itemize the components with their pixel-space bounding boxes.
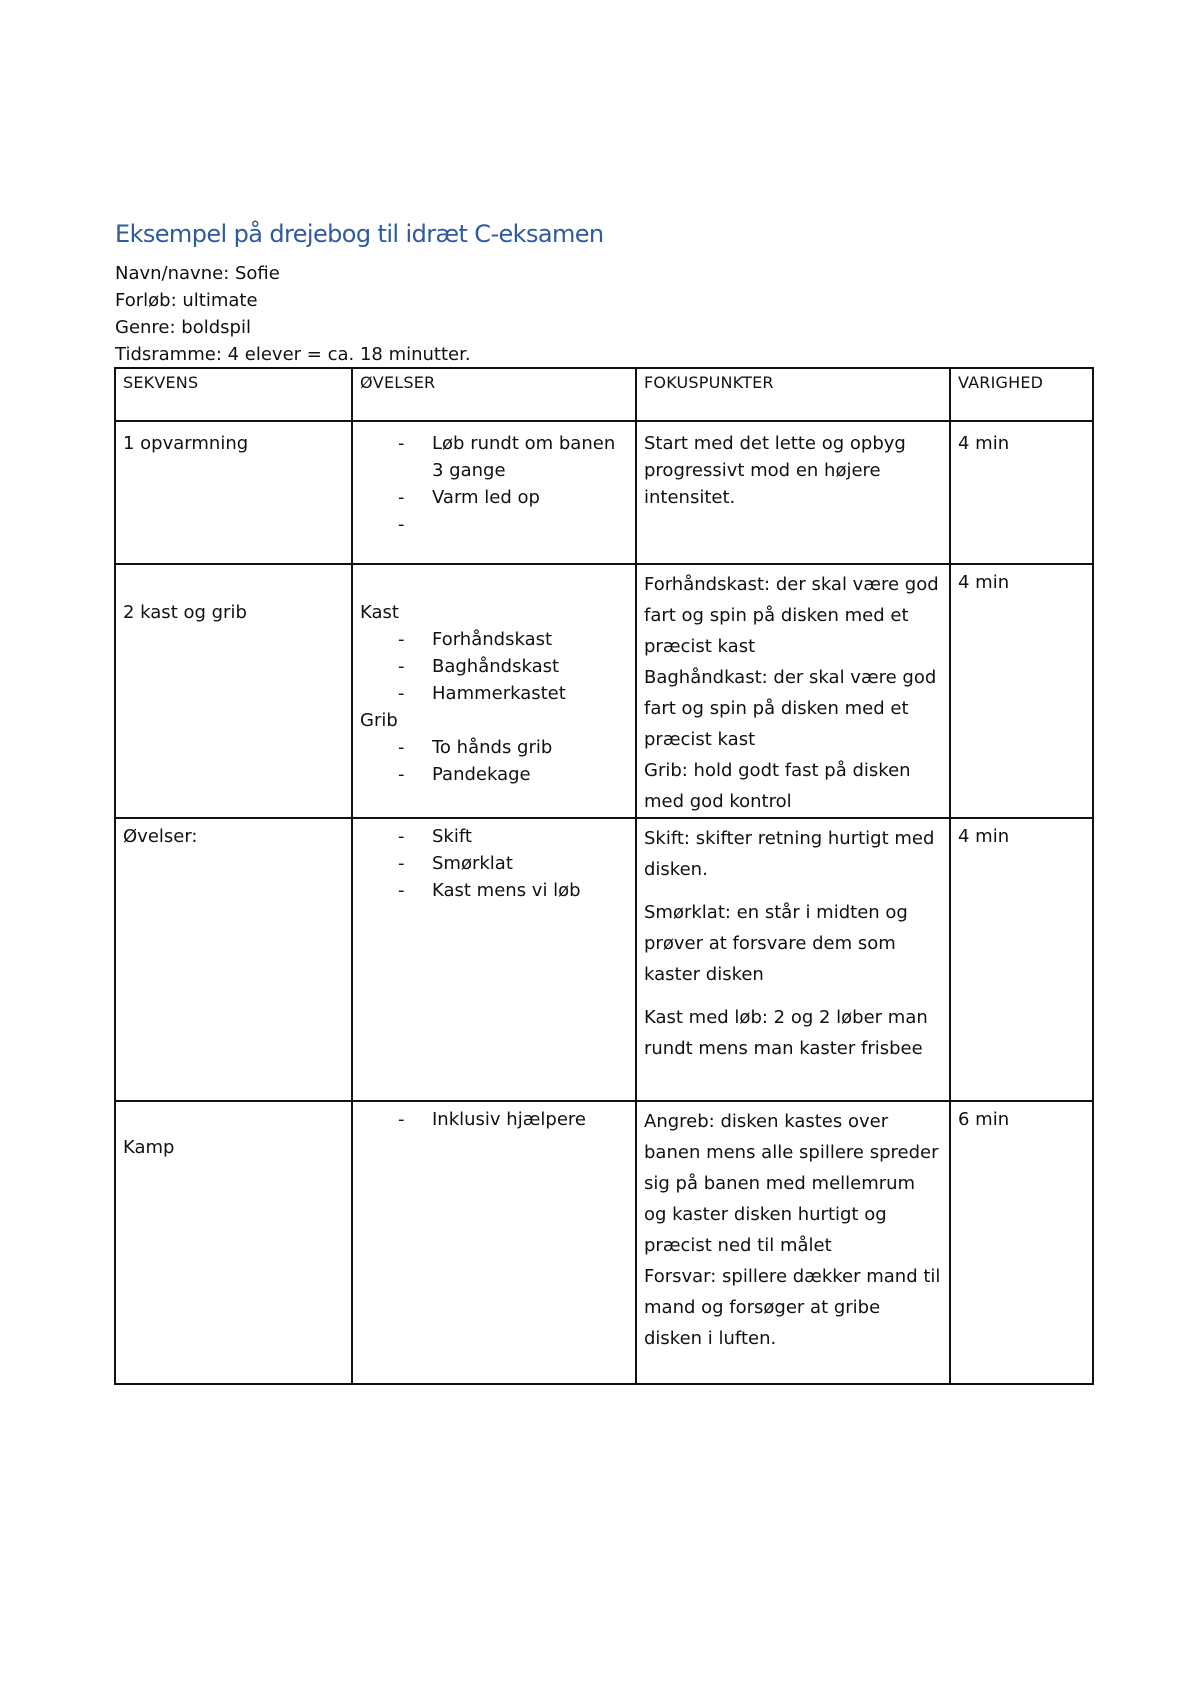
sequence-label: 1 opvarmning bbox=[123, 433, 249, 454]
sequence-label: Kamp bbox=[123, 1137, 175, 1158]
exercise-list bbox=[360, 1106, 628, 1133]
header-focus: FOKUSPUNKTER bbox=[636, 368, 950, 421]
duration-value: 6 min bbox=[958, 1109, 1010, 1130]
table-row bbox=[115, 818, 1093, 1101]
focus-cell bbox=[636, 421, 950, 564]
document-title: Eksempel på drejebog til idræt C-eksamen bbox=[115, 220, 604, 248]
list-item bbox=[360, 511, 628, 538]
meta-names: Navn/navne: Sofie bbox=[115, 263, 280, 284]
exercises-cell bbox=[352, 1101, 636, 1384]
focus-text: Start med det lette og opbyg progressivt mod en højere intensitet. bbox=[644, 433, 906, 508]
list-item: - Forhåndskast bbox=[360, 626, 628, 653]
list-item: - Baghåndskast bbox=[360, 653, 628, 680]
exercise-group-heading: Grib bbox=[360, 710, 398, 731]
sequence-cell bbox=[115, 564, 352, 818]
focus-text: Grib: hold godt fast på disken med god kontrol bbox=[644, 760, 911, 812]
table-header-row bbox=[115, 368, 1093, 421]
header-exercises: ØVELSER bbox=[352, 368, 636, 421]
list-item: - Løb rundt om banen 3 gange bbox=[360, 430, 628, 484]
focus-text: Forsvar: spillere dækker mand til mand og forsøger at gribe disken i luften. bbox=[644, 1266, 941, 1349]
meta-genre: Genre: boldspil bbox=[115, 317, 251, 338]
list-item: - Pandekage bbox=[360, 761, 628, 788]
list-item: - To hånds grib bbox=[360, 734, 628, 761]
list-item: - Varm led op bbox=[360, 484, 628, 511]
duration-value: 4 min bbox=[958, 433, 1010, 454]
list-item: - Skift bbox=[360, 823, 628, 850]
focus-text: Baghåndkast: der skal være god fart og spin på disken med et præcist kast bbox=[644, 667, 937, 750]
header-sequence: SEKVENS bbox=[115, 368, 352, 421]
focus-text: Smørklat: en står i midten og prøver at forsvare dem som kaster disken bbox=[644, 902, 908, 985]
list-item: - Kast mens vi løb bbox=[360, 877, 628, 904]
focus-cell bbox=[636, 1101, 950, 1384]
meta-timeframe: Tidsramme: 4 elever = ca. 18 minutter. bbox=[115, 344, 471, 365]
list-item: - Inklusiv hjælpere bbox=[360, 1106, 628, 1133]
duration-cell bbox=[950, 421, 1093, 564]
duration-cell bbox=[950, 818, 1093, 1101]
duration-cell bbox=[950, 564, 1093, 818]
sequence-label: Øvelser: bbox=[123, 826, 198, 847]
exercises-cell bbox=[352, 564, 636, 818]
sequence-cell bbox=[115, 818, 352, 1101]
exercises-cell bbox=[352, 421, 636, 564]
duration-cell bbox=[950, 1101, 1093, 1384]
focus-text: Skift: skifter retning hurtigt med disken. bbox=[644, 828, 935, 880]
exercise-list bbox=[360, 823, 628, 904]
duration-value: 4 min bbox=[958, 572, 1010, 593]
focus-text: Kast med løb: 2 og 2 løber man rundt mens man kaster frisbee bbox=[644, 1007, 928, 1059]
duration-value: 4 min bbox=[958, 826, 1010, 847]
exercise-list bbox=[360, 734, 628, 788]
sequence-cell bbox=[115, 421, 352, 564]
table-row bbox=[115, 564, 1093, 818]
focus-text: Angreb: disken kastes over banen mens alle spillere spreder sig på banen med mellemrum og kaster disken hurtigt og præcist ned til målet bbox=[644, 1111, 939, 1256]
focus-cell bbox=[636, 564, 950, 818]
exercise-list bbox=[360, 626, 628, 707]
meta-course: Forløb: ultimate bbox=[115, 290, 258, 311]
header-duration: VARIGHED bbox=[950, 368, 1093, 421]
list-item: - Smørklat bbox=[360, 850, 628, 877]
exercises-cell bbox=[352, 818, 636, 1101]
table-row bbox=[115, 1101, 1093, 1384]
sequence-label: 2 kast og grib bbox=[123, 602, 247, 623]
sequence-cell bbox=[115, 1101, 352, 1384]
exercise-list bbox=[360, 430, 628, 538]
focus-text: Forhåndskast: der skal være god fart og spin på disken med et præcist kast bbox=[644, 574, 939, 657]
focus-cell bbox=[636, 818, 950, 1101]
list-item: - Hammerkastet bbox=[360, 680, 628, 707]
exercise-group-heading: Kast bbox=[360, 602, 399, 623]
lesson-plan-table bbox=[114, 367, 1094, 1385]
table-row bbox=[115, 421, 1093, 564]
